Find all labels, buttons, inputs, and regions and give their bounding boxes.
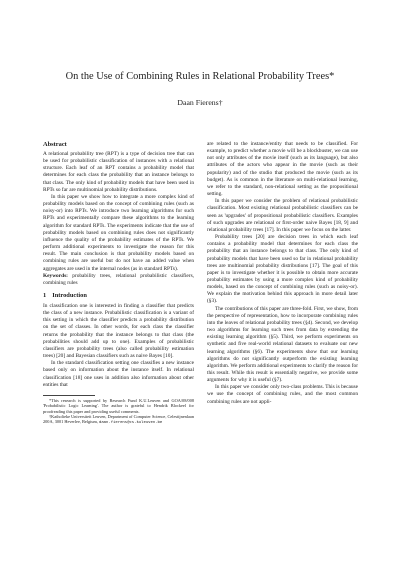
keywords (43, 273, 194, 287)
paper-title: On the Use of Combining Rules in Relational Probability Trees* (65, 71, 335, 82)
footnote: *This research is supported by Research Fund K.U.Leuven and GOA/08/008 'Probabilistic Logic Learning'. The author is grateful to Hendrik Blockeel for proofreading this paper and providing useful comments. (43, 397, 194, 414)
body-paragraph: Probability trees [20] are decision trees in which each leaf contains a probability model that determines for each class the probability that an instance belongs to that class. The only kind of probability models that have been used so far in relational probability trees are multinomial probability distributions [17]. The goal of this paper is to investigate whether it is possible to obtain more accurate probability estimates by using a more complex kind of probability models, based on the concept of combining rules (such as noisy-or). We explain the motivation behind this approach in more detail later (§3). (207, 234, 358, 305)
footnote-affiliation: †Katholieke Universiteit Leuven, Department of Computer Science, Celestijnenlaan 200A, 3001 Heverlee, Belgium, (43, 414, 194, 425)
body-paragraph: The contributions of this paper are three-fold. First, we show, from the perspective of representation, how to incorporate combining rules into the leaves of relational probability trees (§4). Second, we develop two algorithms for learning such trees from data by extending the existing learning algorithm (§5). Third, we perform experiments on synthetic and five real-world relational datasets to evaluate our new learning algorithms (§6). The experiments show that our learning algorithms do not significantly outperform the existing learning algorithm. We perform additional experiments to clarify the reason for this result. While this result is essentially negative, we provide some arguments for why it is useful (§7). (207, 305, 358, 384)
body-paragraph: In classification one is interested in finding a classifier that predicts the class of a new instance. Probabilistic classification is a variant of this setting in which the classifier predicts a probability distribution on the set of classes. In other words, for each class the classifier returns the probability that the instance belongs to that class (the probabilities should add up to one). Examples of probabilistic classifiers are probability trees (also called probability estimation trees) [20] and Bayesian classifiers such as naive Bayes [10]. (43, 302, 194, 360)
author-name: Daan Fierens† (177, 98, 223, 107)
abstract-paragraph: A relational probability tree (RPT) is a type of decision tree that can be used for probabilistic classification of instances with a relational structure. Each leaf of an RPT contains a probability model that determines for each class the probability that an instance belongs to that class. The only kind of probability models that have been used in RPTs so far are multinomial probability distributions. (43, 151, 194, 193)
keywords-text: probability trees, relational probabilistic classifiers, combining rules (43, 272, 195, 286)
section-title: Introduction (52, 291, 87, 299)
footnote (43, 414, 194, 425)
abstract-paragraph: In this paper we show how to integrate a more complex kind of probability models based on the concept of combining rules (such as noisy-or) into RPTs. We introduce two learning algorithms for such RPTs and experimentally compare these algorithms to the learning algorithm for standard RPTs. The experiments indicate that the use of probability models based on combining rules does not significantly influence the quality of the probability estimates of the RPTs. We perform additional experiments to investigate the reason for this result. The main conclusion is that probability models based on combining rules are useful but do not have an added value when aggregates are used in the internal nodes (as in standard RPTs). (43, 193, 194, 272)
section-number: 1 (43, 291, 47, 299)
abstract-heading: Abstract (43, 141, 67, 148)
body-paragraph: In the standard classification setting one classifies a new instance based only on information about the instance itself. In relational classification [18] one uses in addition also information about other entities that (43, 360, 194, 388)
left-column (43, 141, 194, 425)
right-column (207, 141, 358, 406)
footnotes (43, 398, 194, 425)
footnote-rule (43, 395, 95, 396)
body-paragraph: are related to the instance/entity that needs to be classified. For example, to predict whether a movie will be a blockbuster, we can use not only attributes of the movie itself (such as its language), but also attributes of the actors who appear in the movie (such as their popularity) and of the studio that produced the movie (such as its budget). As is common in the literature on multi-relational learning, we refer to the standard, non-relational setting as the propositional setting. (207, 141, 358, 198)
author-email: daan.fierens@cs.kuleuven.be (98, 419, 163, 425)
body-paragraph: In this paper we consider the problem of relational probabilistic classification. Most existing relational probabilistic classifiers can be seen as 'upgrades' of propositional probabilistic classifiers. Examples of such upgrades are relational or first-order naive Bayes [18, 9] and relational probability trees [17]. In this paper we focus on the latter. (207, 198, 358, 233)
section-heading (43, 292, 194, 300)
keywords-label: Keywords: (43, 272, 68, 279)
body-paragraph: In this paper we consider only two-class problems. This is because we use the concept of combining rules, and the most common combining rules are not appli- (207, 384, 358, 405)
